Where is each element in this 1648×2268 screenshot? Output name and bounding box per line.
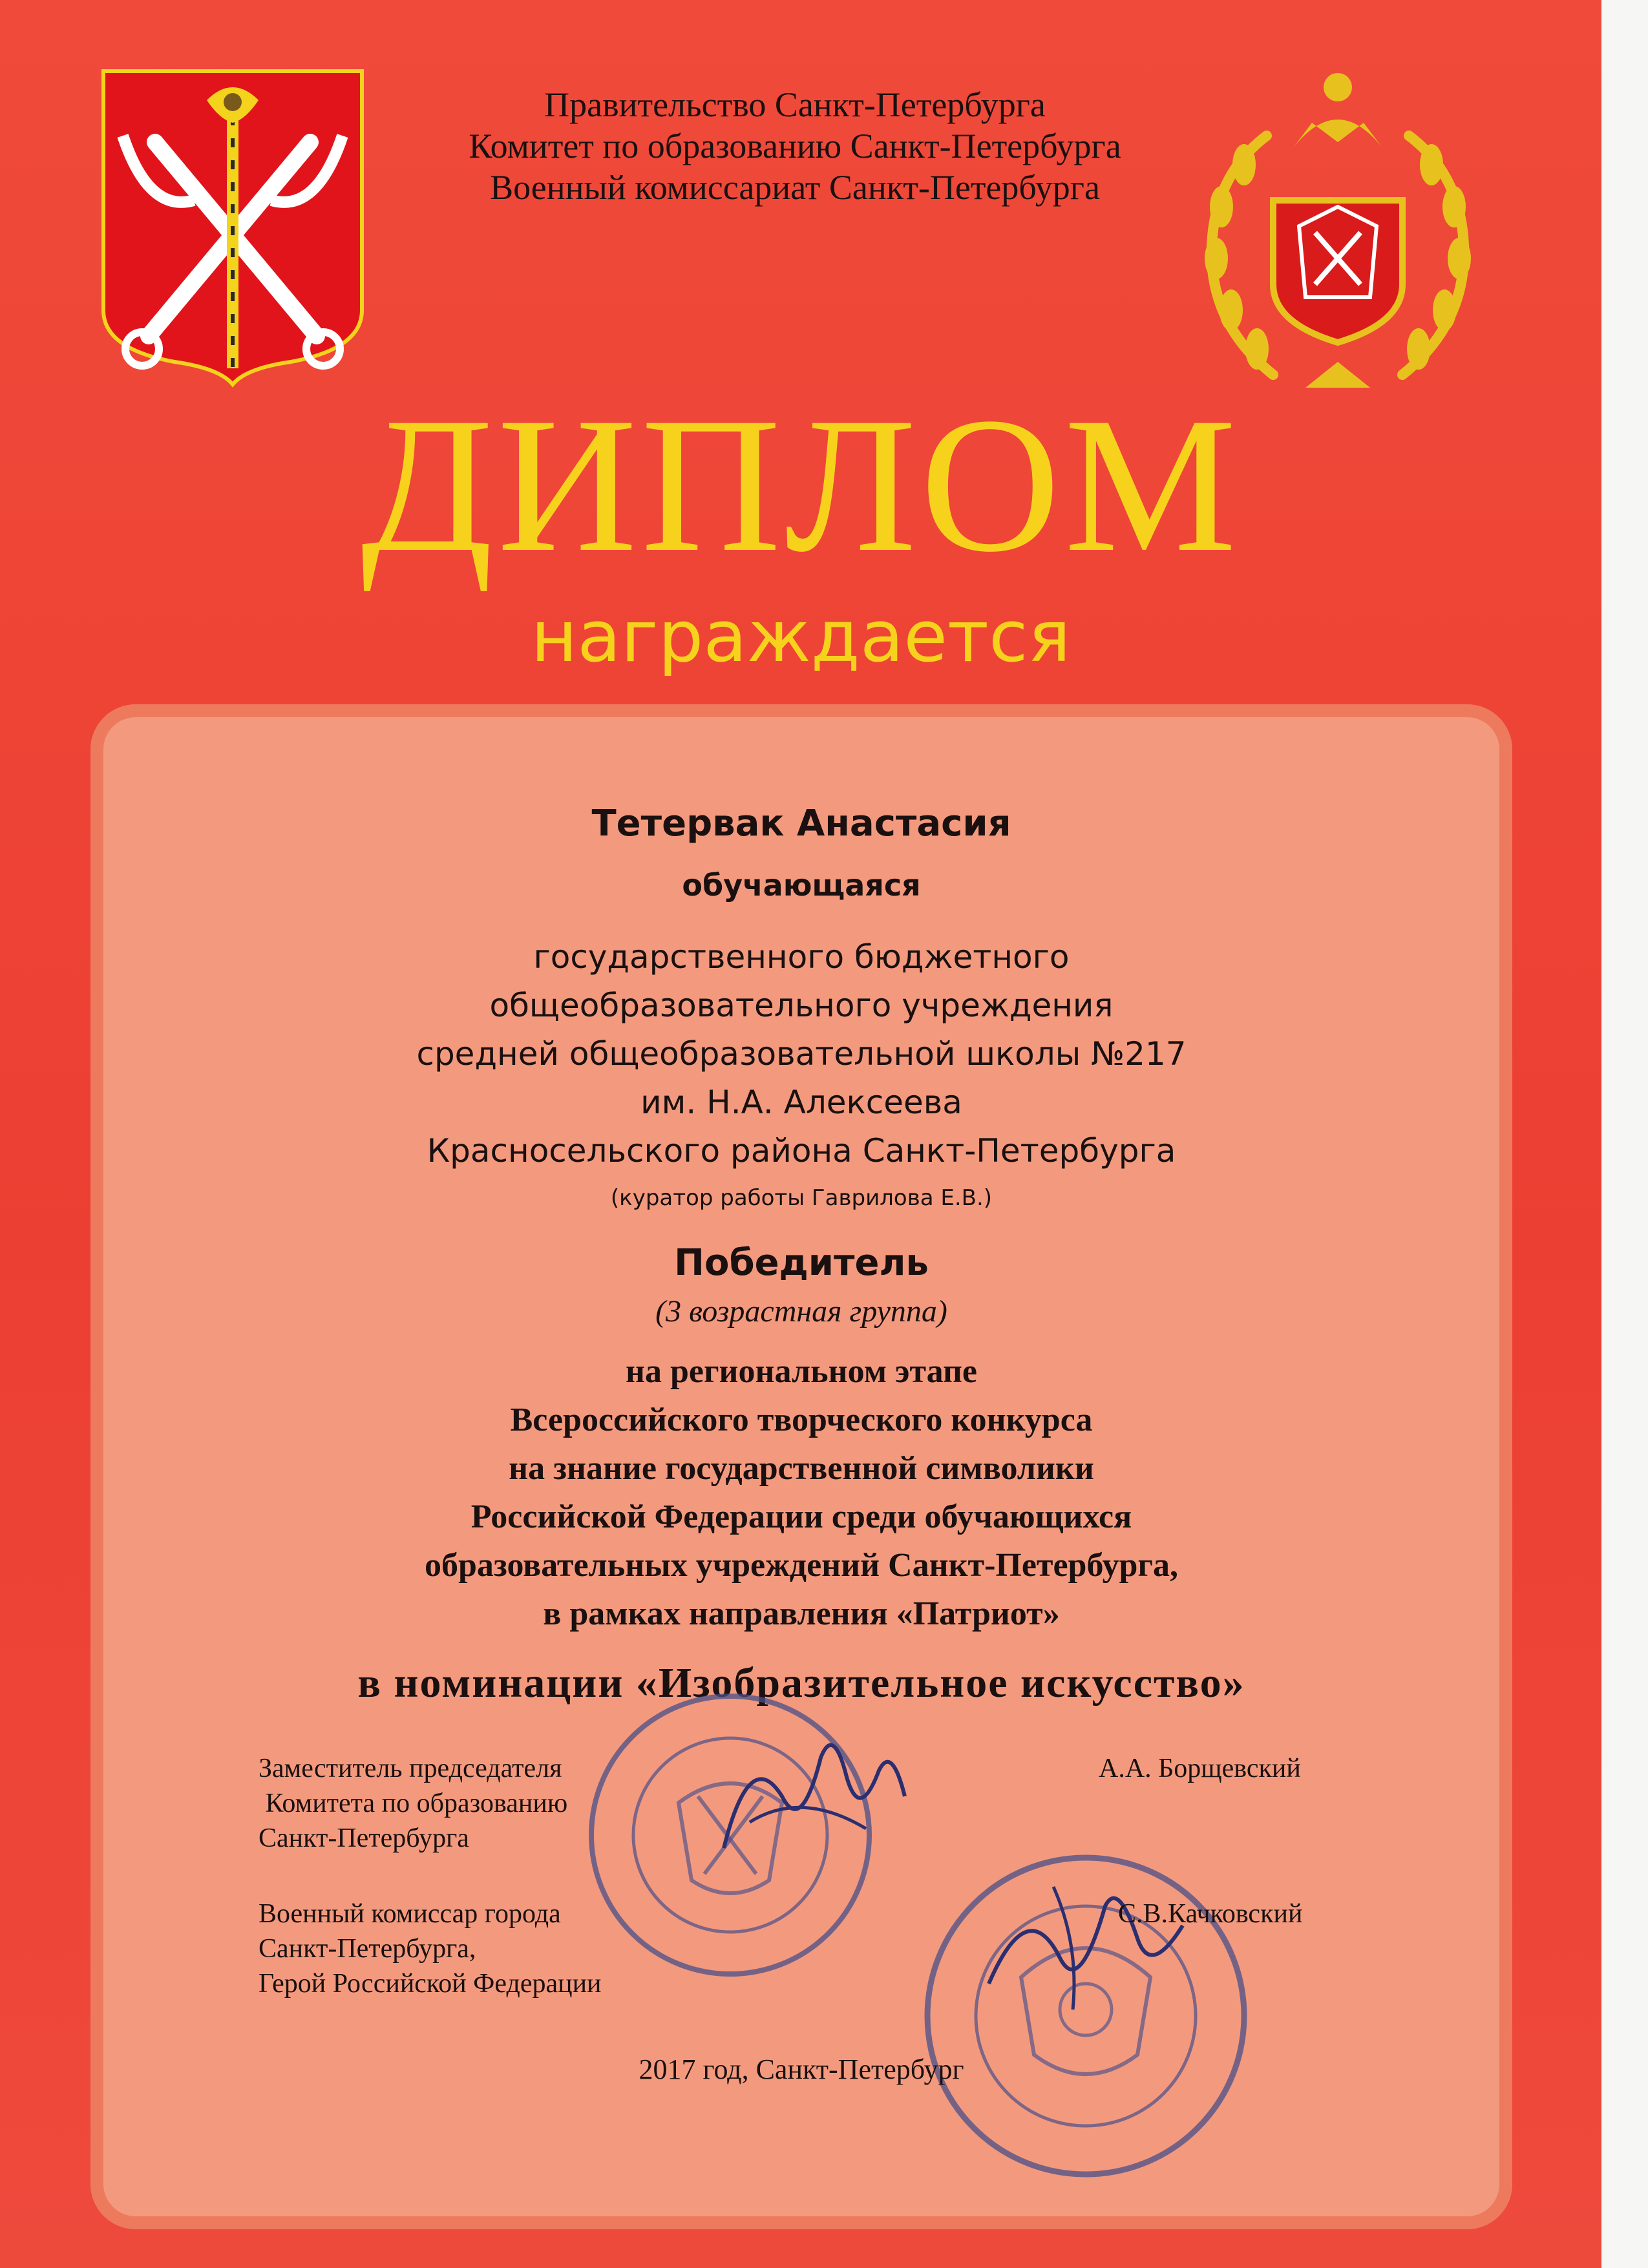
diploma-title: ДИПЛОМ — [361, 377, 1241, 592]
signatory-1-name: А.А. Борщевский — [1099, 1754, 1301, 1783]
military-commissariat-emblem-icon — [1196, 52, 1480, 414]
nomination: в номинации «Изобразительное искусство» — [357, 1659, 1245, 1706]
contest-line: образовательных учреждений Санкт-Петербурга, — [424, 1547, 1179, 1584]
contest-line: в рамках направления «Патриот» — [543, 1595, 1060, 1632]
school-line: государственного бюджетного — [533, 938, 1070, 976]
school-line: общеобразовательного учреждения — [489, 987, 1114, 1024]
recipient-role: обучающаяся — [682, 868, 921, 903]
contest-line: на знание государственной символики — [509, 1450, 1094, 1487]
signatory-2-position: Военный комиссар города Санкт-Петербурга, Герой Российской Федерации — [259, 1899, 602, 1999]
signature-borshchevsky-icon — [711, 1719, 918, 1887]
diploma-subtitle: награждается — [531, 595, 1071, 678]
age-group: (3 возрастная группа) — [655, 1294, 947, 1328]
signatory-1-position: Заместитель председателя Комитета по образованию Санкт-Петербурга — [259, 1754, 568, 1853]
school-line: им. Н.А. Алексеева — [640, 1084, 962, 1121]
school-line: средней общеобразовательной школы №217 — [416, 1035, 1187, 1073]
contest-line: на региональном этапе — [625, 1353, 978, 1390]
spb-coat-of-arms-icon — [97, 65, 368, 388]
issuer-line-committee: Комитет по образованию Санкт-Петербурга — [469, 127, 1121, 165]
issue-date-place: 2017 год, Санкт-Петербург — [639, 2053, 964, 2085]
issuer-line-government: Правительство Санкт-Петербурга — [544, 85, 1046, 124]
signature-kachkovsky-icon — [976, 1867, 1196, 2022]
issuer-line-commissariat: Военный комиссариат Санкт-Петербурга — [490, 168, 1100, 207]
scan-edge — [1601, 0, 1648, 2268]
recipient-name: Тетервак Анастасия — [591, 803, 1011, 845]
curator-note: (куратор работы Гаврилова Е.В.) — [610, 1185, 993, 1211]
school-line: Красносельского района Санкт-Петербурга — [427, 1132, 1176, 1170]
contest-line: Всероссийского творческого конкурса — [510, 1402, 1093, 1438]
signatory-2-name: С.В.Качковский — [1118, 1899, 1303, 1929]
issuer-header — [362, 84, 1228, 208]
contest-line: Российской Федерации среди обучающихся — [470, 1498, 1132, 1535]
award-panel — [90, 704, 1512, 2229]
award-place: Победитель — [674, 1242, 929, 1284]
